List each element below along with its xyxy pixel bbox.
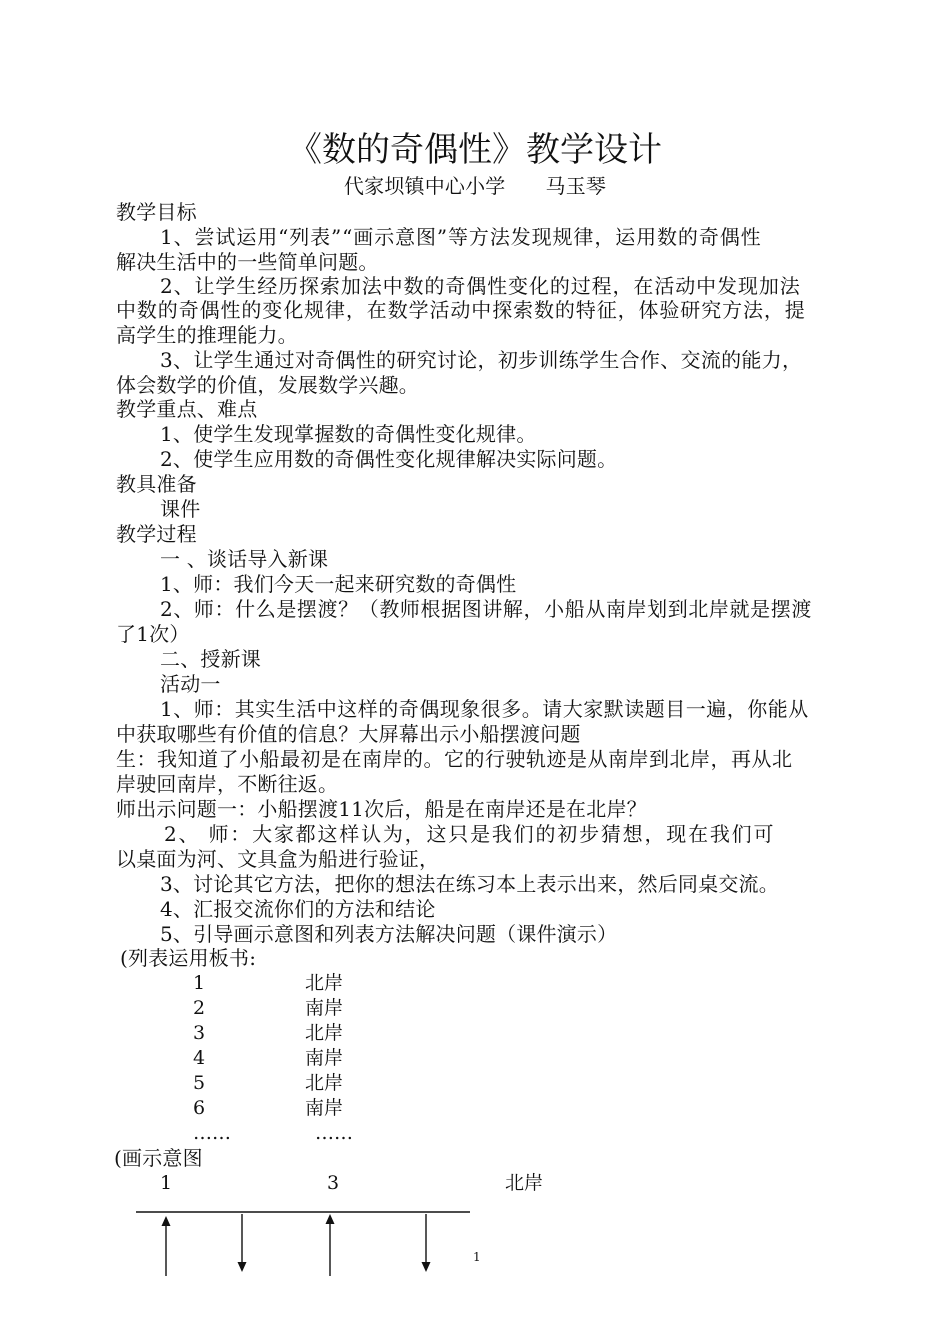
body-line: 2、使学生应用数的奇偶性变化规律解决实际问题。 [160,447,618,471]
body-line: 1、使学生发现掌握数的奇偶性变化规律。 [160,422,537,446]
author-school: 代家坝镇中心小学 [343,174,506,198]
body-line: 中获取哪些有价值的信息？大屏幕出示小船摆渡问题 [116,722,581,746]
heading-objectives: 教学目标 [116,200,197,224]
table-cell-number: 1 [193,972,206,994]
body-line: 4、汇报交流你们的方法和结论 [160,897,436,921]
arrow-up [326,1214,335,1276]
body-line: 1、师：我们今天一起来研究数的奇偶性 [160,572,517,596]
page-number: 1 [473,1250,481,1264]
table-cell-number: 3 [193,1022,206,1044]
diagram-label-3: 3 [327,1172,340,1194]
heading-materials: 教具准备 [116,472,197,496]
arrow-down [238,1214,247,1272]
body-line: 体会数学的价值，发展数学兴趣。 [116,373,419,397]
heading-process: 教学过程 [116,522,197,546]
body-line: 2、让学生经历探索加法中数的奇偶性变化的过程，在活动中发现加法 [160,274,801,298]
body-line: 5、引导画示意图和列表方法解决问题（课件演示） [160,922,618,946]
body-line: 中数的奇偶性的变化规律，在数学活动中探索数的特征，体验研究方法，提 [116,298,806,322]
table-cell-number: 4 [193,1047,206,1069]
body-line: 生：我知道了小船最初是在南岸的。它的行驶轨迹是从南岸到北岸，再从北 [116,747,793,771]
body-line: 1、尝试运用“列表”“画示意图”等方法发现规律，运用数的奇偶性 [160,225,762,249]
arrow-up [162,1216,171,1276]
table-cell-side: 北岸 [305,1022,344,1044]
body-line: 师出示问题一：小船摆渡11次后，船是在南岸还是在北岸？ [116,797,647,821]
body-line: 活动一 [160,672,221,696]
body-line: (列表运用板书: [120,946,257,970]
body-line: 3、讨论其它方法，把你的想法在练习本上表示出来，然后同桌交流。 [160,872,779,896]
table-cell-number: …… [193,1122,231,1144]
body-line: 2、师：什么是摆渡？（教师根据图讲解，小船从南岸划到北岸就是摆渡 [160,597,812,621]
body-line: 一 、谈话导入新课 [160,547,329,571]
body-line: 岸驶回南岸，不断往返。 [116,772,339,796]
table-cell-side: …… [315,1122,353,1144]
table-cell-side: 北岸 [305,972,344,994]
arrow-down [422,1214,431,1272]
table-cell-side: 南岸 [305,1047,344,1069]
table-cell-side: 南岸 [305,1097,344,1119]
body-line: 课件 [160,497,201,521]
table-cell-side: 南岸 [305,997,344,1019]
body-line: 1、师：其实生活中这样的奇偶现象很多。请大家默读题目一遍，你能从 [160,697,809,721]
body-line: 以桌面为河、文具盒为船进行验证， [116,847,440,871]
author-name: 马玉琴 [545,174,607,198]
table-cell-number: 5 [193,1072,206,1094]
document-title: 《数的奇偶性》教学设计 [288,130,662,170]
body-line: 高学生的推理能力。 [116,323,298,347]
table-cell-side: 北岸 [305,1072,344,1094]
heading-key-points: 教学重点、难点 [116,397,258,421]
table-cell-number: 2 [193,997,206,1019]
table-cell-number: 6 [193,1097,206,1119]
body-line: 3、让学生通过对奇偶性的研究讨论，初步训练学生合作、交流的能力， [160,348,803,372]
body-line: 二、授新课 [160,647,261,671]
body-line: 了1次） [116,622,190,646]
body-line: 2、 师：大家都这样认为，这只是我们的初步猜想，现在我们可 [164,822,776,846]
diagram-caption: (画示意图 [114,1146,203,1170]
body-line: 解决生活中的一些简单问题。 [116,250,379,274]
diagram-label-north: 北岸 [505,1172,544,1194]
diagram-label-1: 1 [160,1172,173,1194]
